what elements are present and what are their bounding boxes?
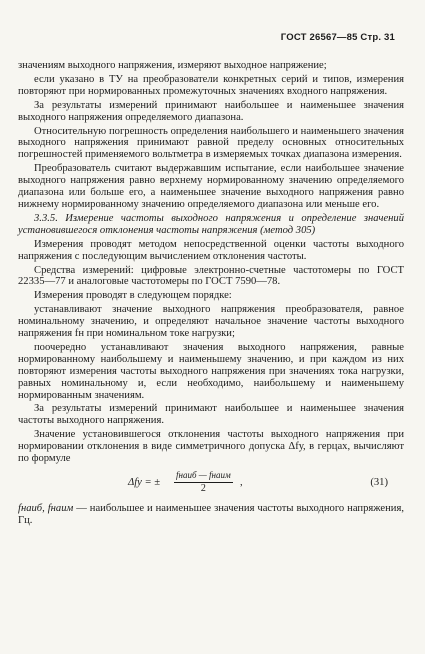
section-heading: 3.3.5. Измерение частоты выходного напряжения и определение значений установившегося отклонения частоты напряжения (метод 305) bbox=[18, 212, 404, 236]
formula-31 bbox=[18, 469, 404, 497]
paragraph: значениям выходного напряжения, измеряют выходное напряжение; bbox=[18, 60, 327, 71]
formula-number: (31) bbox=[370, 477, 388, 488]
legend-text: — наибольшее и наименьшее значения частоты выходного напряжения, Гц. bbox=[18, 503, 404, 526]
body-text bbox=[18, 60, 404, 529]
formula-fraction bbox=[174, 470, 233, 495]
formula-numerator: fнаиб — fнаим bbox=[174, 470, 233, 483]
paragraph: За результаты измерений принимают наибольшее и наименьшее значения выходного напряжения определяемого диапазона. bbox=[18, 99, 404, 123]
formula-denominator: 2 bbox=[200, 482, 206, 494]
formula-suffix: , bbox=[240, 477, 243, 488]
paragraph: Измерения проводят методом непосредственной оценки частоты выходного напряжения с последующим вычислением отклонения частоты. bbox=[18, 238, 404, 262]
paragraph: если указано в ТУ на преобразователи конкретных серий и типов, измерения повторяют при нормированных промежуточных значениях входного напряжения. bbox=[18, 73, 404, 97]
paragraph: устанавливают значение выходного напряжения преобразователя, равное номинальному значению, и определяют начальное значение частоты выходного напряжения fн при номинальном токе нагрузки; bbox=[18, 304, 404, 340]
legend-symbols: fнаиб, fнаим bbox=[18, 503, 74, 514]
formula-lhs: Δfу = ± bbox=[128, 477, 161, 488]
paragraph: За результаты измерений принимают наибольшее и наименьшее значения частоты выходного напряжения. bbox=[18, 403, 404, 427]
paragraph: Измерения проводят в следующем порядке: bbox=[34, 290, 232, 302]
paragraph: Значение установившегося отклонения частоты выходного напряжения при нормировании отклонения в виде симметричного допуска Δfу, в герцах, вычисляют по формуле bbox=[18, 429, 404, 465]
symbol-legend bbox=[18, 503, 404, 527]
paragraph: Преобразователь считают выдержавшим испытание, если наибольшее значение выходного напряжения равно верхнему нормированному значению определяемого диапазона или больше его, а наименьшее значение выходного напряжения равно нижнему нормированному значению определяемого диапазона или меньше его. bbox=[18, 163, 404, 210]
paragraph: Относительную погрешность определения наибольшего и наименьшего значения выходного напряжения принимают равной пределу основных относительных погрешностей применяемого вольтметра в измеряемых точках диапазона измерения. bbox=[18, 125, 404, 161]
running-head: ГОСТ 26567—85 Стр. 31 bbox=[280, 32, 395, 43]
paragraph: Средства измерений: цифровые электронно-счетные частотомеры по ГОСТ 22335—77 и аналоговые частотомеры по ГОСТ 7590—78. bbox=[18, 264, 404, 288]
paragraph: поочередно устанавливают значения выходного напряжения, равные нормированному наибольшему и наименьшему значению, и при каждом из них повторяют измерения частоты выходного напряжения при значениях тока нагрузки, равных номинальному и, если необходимо, наибольшему и наименьшему нормированным значениям. bbox=[18, 341, 404, 401]
